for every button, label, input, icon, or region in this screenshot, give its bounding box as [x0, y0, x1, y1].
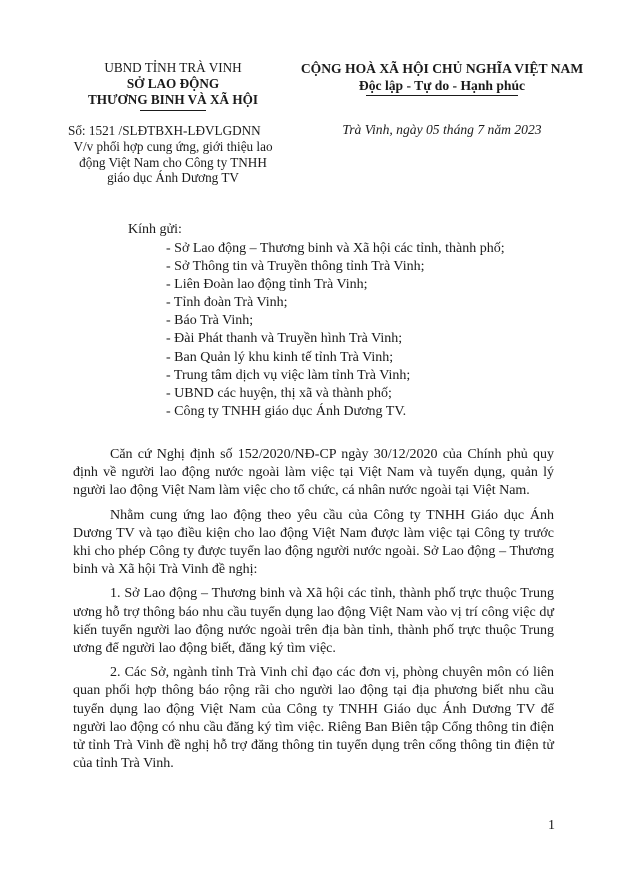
recipient-item: - Báo Trà Vinh; — [166, 313, 254, 329]
page-number: 1 — [548, 818, 555, 833]
body-paragraph: Căn cứ Nghị định số 152/2020/NĐ-CP ngày 30/12/2020 của Chính phủ quy định về người lao động nước ngoài làm việc tại Việt Nam và tuyển dụng, quản lý người lao động Việt Nam làm việc cho tổ chức, cá nhân nước ngoài tại Việt Nam. — [73, 447, 554, 499]
document-subject: V/v phối hợp cung ứng, giới thiệu lao động Việt Nam cho Công ty TNHH giáo dục Ánh Dương TV — [73, 139, 273, 185]
document-number: Số: 1521 /SLĐTBXH-LĐVLGDNN — [68, 123, 261, 138]
recipient-item: - UBND các huyện, thị xã và thành phố; — [166, 385, 392, 401]
body-paragraph: 2. Các Sở, ngành tỉnh Trà Vinh chỉ đạo các đơn vị, phòng chuyên môn có liên quan phối hợp thông báo rộng rãi cho người lao động tại địa phương biết nhu cầu tuyển dụng lao động Việt Nam của Công ty TNHH Giáo dục Ánh Dương TV để người lao động có nhu cầu đăng ký tìm việc. Riêng Ban Biên tập Cổng thông tin điện tử tỉnh Trà Vinh đề nghị hỗ trợ đăng thông tin tuyển dụng trên cổng thông tin điện tử của tỉnh Trà Vinh. — [73, 665, 554, 772]
recipient-item: - Sở Thông tin và Truyền thông tỉnh Trà Vinh; — [166, 259, 425, 275]
recipient-item: - Trung tâm dịch vụ việc làm tỉnh Trà Vinh; — [166, 367, 411, 383]
document-body — [73, 446, 554, 779]
body-paragraph: 1. Sở Lao động – Thương binh và Xã hội các tỉnh, thành phố trực thuộc Trung ương hỗ trợ thông báo nhu cầu tuyển dụng lao động Việt Nam vào vị trí công việc dự kiến tuyển người lao động nước ngoài trên địa bàn tỉnh, thành phố trực thuộc Trung ương để người lao động biết, đăng ký tìm việc. — [73, 586, 554, 657]
national-motto: Độc lập - Tự do - Hạnh phúc — [358, 78, 526, 93]
recipient-item: - Tỉnh đoàn Trà Vinh; — [166, 295, 288, 311]
recipient-item: - Liên Đoàn lao động tỉnh Trà Vinh; — [166, 277, 368, 293]
date-line: Trà Vinh, ngày 05 tháng 7 năm 2023 — [342, 122, 542, 137]
recipient-item: - Đài Phát thanh và Truyền hình Trà Vinh; — [166, 331, 403, 347]
org-line-department: SỞ LAO ĐỘNG — [126, 76, 220, 91]
nation-title: CỘNG HOÀ XÃ HỘI CHỦ NGHĨA VIỆT NAM — [300, 61, 584, 76]
recipient-item: - Công ty TNHH giáo dục Ánh Dương TV. — [166, 403, 407, 419]
authority-underline — [140, 110, 206, 111]
issuing-authority — [68, 60, 278, 111]
org-line-division: THƯƠNG BINH VÀ XÃ HỘI — [88, 92, 258, 107]
recipient-list — [0, 240, 620, 421]
national-header — [292, 60, 592, 96]
org-line-province: UBND TỈNH TRÀ VINH — [104, 60, 242, 75]
body-paragraph: Nhằm cung ứng lao động theo yêu cầu của Công ty TNHH Giáo dục Ánh Dương TV và tạo điều kiện cho lao động Việt Nam được làm việc tại Công ty trước khi cho phép Công ty được tuyển lao động người nước ngoài. Sở Lao động – Thương binh và Xã hội Trà Vinh đề nghị: — [73, 507, 554, 578]
greeting: Kính gửi: — [128, 222, 182, 237]
recipient-item: - Ban Quản lý khu kinh tế tỉnh Trà Vinh; — [166, 349, 394, 365]
recipient-item: - Sở Lao động – Thương binh và Xã hội các tỉnh, thành phố; — [166, 241, 505, 256]
motto-underline — [366, 95, 518, 96]
